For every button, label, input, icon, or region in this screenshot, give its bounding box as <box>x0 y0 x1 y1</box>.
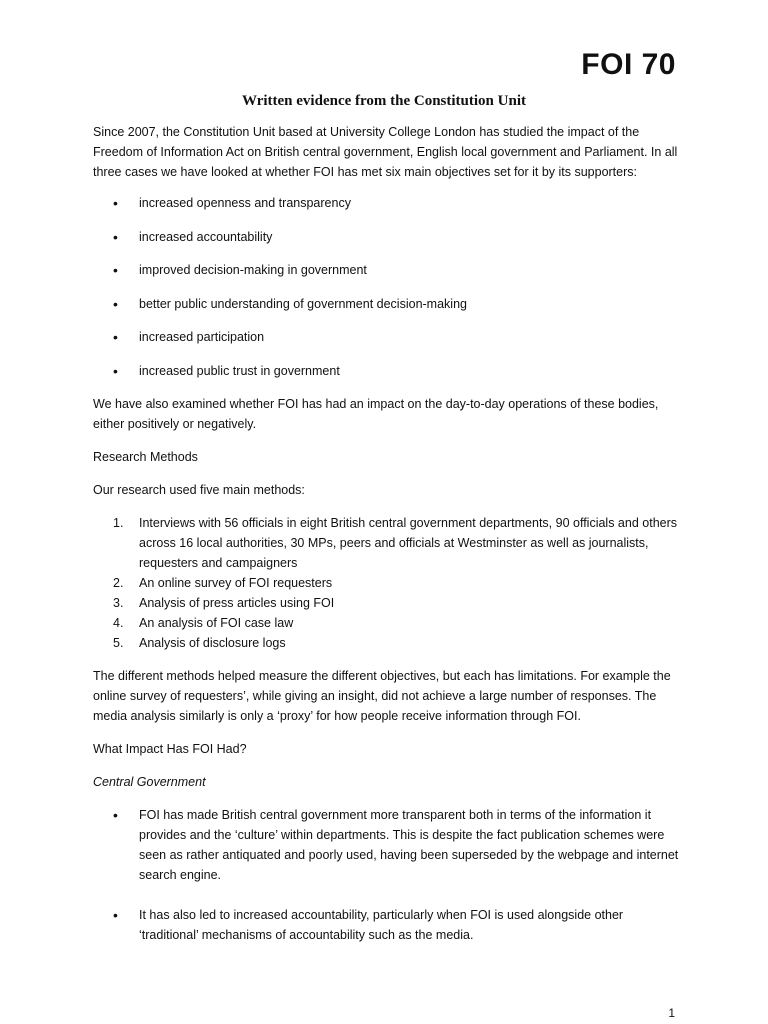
method-item <box>93 593 683 613</box>
central-point-item: • It has also led to increased accountability, particularly when FOI is used alongside other ‘traditional’ mechanisms of accountability such as the media. <box>93 905 683 945</box>
method-number: 2. <box>113 576 124 590</box>
method-item <box>93 633 683 653</box>
methods-intro: Our research used five main methods: <box>93 483 305 497</box>
objective-item: • improved decision-making in government <box>93 260 683 280</box>
method-text: Interviews with 56 officials in eight British central government departments, 90 officials and others across 16 local authorities, 30 MPs, peers and officials at Westminster as well as journalists, requesters and campaigners <box>139 516 678 570</box>
intro-paragraph: Since 2007, the Constitution Unit based at University College London has studied the impact of the Freedom of Information Act on British central government, English local government and Parliament. In all three cases we have looked at whether FOI has met six main objectives set for it by its supporters: <box>93 125 678 179</box>
objective-item: • increased openness and transparency <box>93 193 683 213</box>
central-point-item: • FOI has made British central government more transparent both in terms of the information it provides and the ‘culture’ within departments. This is despite the fact publication schemes were seen as rather antiquated and poorly used, having been superseded by the webpage and internet search engine. <box>93 805 683 885</box>
method-item <box>93 613 683 633</box>
method-number: 1. <box>113 516 124 530</box>
operations-paragraph: We have also examined whether FOI has had an impact on the day-to-day operations of these bodies, either positively or negatively. <box>93 397 659 431</box>
method-text: An online survey of FOI requesters <box>139 576 333 590</box>
method-number: 3. <box>113 596 124 610</box>
objective-item: • increased public trust in government <box>93 361 683 381</box>
research-methods-heading: Research Methods <box>93 450 198 464</box>
method-text: Analysis of disclosure logs <box>139 636 286 650</box>
method-number: 4. <box>113 616 124 630</box>
page-number: 1 <box>668 1006 675 1020</box>
limitations-paragraph: The different methods helped measure the different objectives, but each has limitations. For example the online survey of requesters’, while giving an insight, did not achieve a large number of responses. The media analysis similarly is only a ‘proxy’ for how people receive information through FOI. <box>93 669 671 723</box>
central-government-points <box>93 805 683 945</box>
method-number: 5. <box>113 636 124 650</box>
method-item <box>93 573 683 593</box>
method-text: Analysis of press articles using FOI <box>139 596 335 610</box>
method-item <box>93 513 683 573</box>
document-id: FOI 70 <box>581 48 676 81</box>
document-body <box>93 122 683 965</box>
central-government-heading: Central Government <box>93 775 206 789</box>
objective-item: • increased participation <box>93 327 683 347</box>
impact-heading: What Impact Has FOI Had? <box>93 742 247 756</box>
objectives-list <box>93 193 683 381</box>
document-title: Written evidence from the Constitution Unit <box>241 93 526 109</box>
objective-item: • increased accountability <box>93 227 683 247</box>
methods-list <box>93 513 683 653</box>
objective-item: • better public understanding of government decision-making <box>93 294 683 314</box>
method-text: An analysis of FOI case law <box>139 616 294 630</box>
